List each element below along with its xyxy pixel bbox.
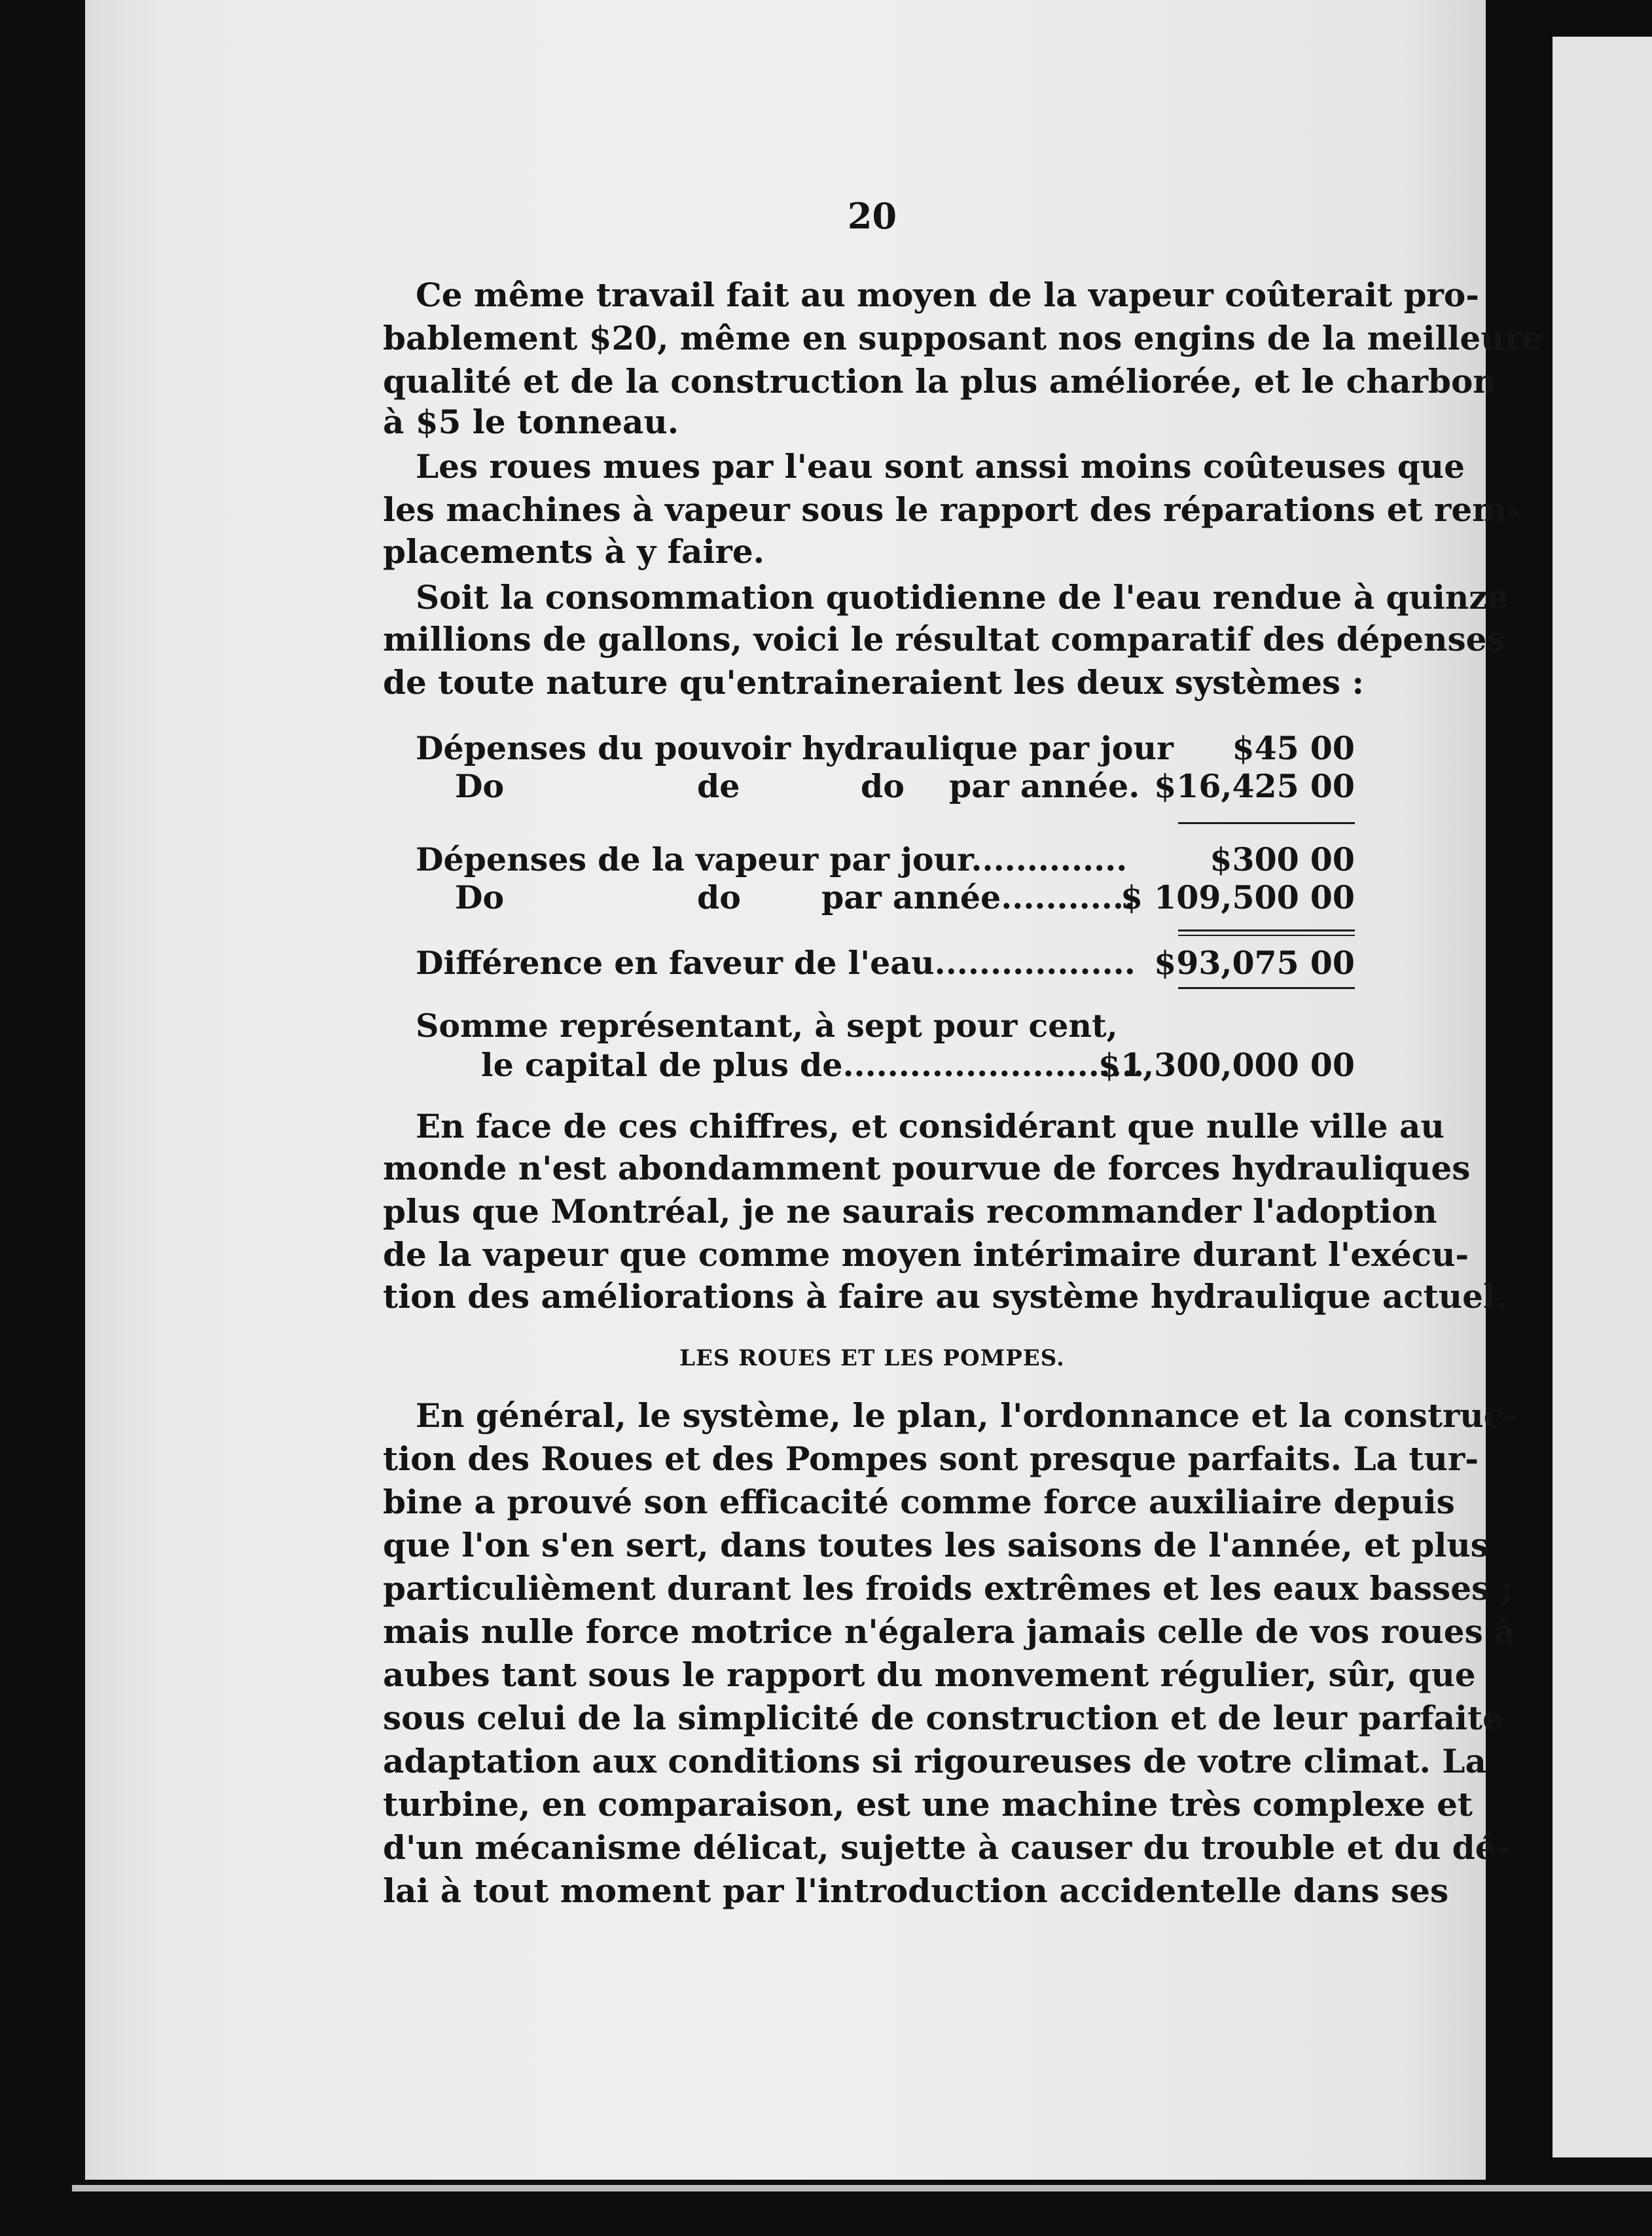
paragraph-1-line-1: Ce même travail fait au moyen de la vapeur coûterait pro-	[416, 276, 1479, 314]
section-heading: LES ROUES ET LES POMPES.	[679, 1345, 1065, 1371]
hydro-year-period: par année.	[949, 767, 1140, 805]
hydro-year-amount: $16,425 00	[1154, 767, 1355, 805]
hydro-year-de: de	[697, 767, 740, 805]
paragraph-2-line-1: Les roues mues par l'eau sont anssi moins coûteuses que	[416, 447, 1465, 486]
steam-year-do: Do	[455, 878, 505, 916]
paragraph-5-line-10: turbine, en comparaison, est une machine très complexe et	[383, 1785, 1473, 1824]
difference-amount: $93,075 00	[1154, 944, 1355, 982]
paragraph-4-line-2: monde n'est abondamment pourvue de forces hydrauliques	[383, 1149, 1471, 1187]
hydro-year-do: Do	[455, 767, 505, 805]
hydro-day-amount: $45 00	[1232, 729, 1355, 767]
paragraph-5-line-6: mais nulle force motrice n'égalera jamais celle de vos roues à	[383, 1612, 1516, 1651]
capital-label-1: Somme représentant, à sept pour cent,	[416, 1007, 1118, 1045]
paragraph-3-line-3: de toute nature qu'entraineraient les deux systèmes :	[383, 663, 1364, 702]
paragraph-5-line-12: lai à tout moment par l'introduction accidentelle dans ses	[383, 1871, 1449, 1910]
steam-year-do-2: do	[697, 878, 741, 916]
table-rule-2	[1178, 929, 1355, 931]
table-rule-1	[1178, 822, 1355, 824]
paragraph-5-line-7: aubes tant sous le rapport du monvement régulier, sûr, que	[383, 1655, 1476, 1694]
table-row-capital-1	[416, 1005, 1355, 1046]
table-row-steam-year	[416, 877, 1355, 918]
adjacent-page-edge	[1553, 37, 1652, 2157]
paragraph-3-line-1: Soit la consommation quotidienne de l'eau rendue à quinze	[416, 578, 1509, 617]
paragraph-5-line-9: adaptation aux conditions si rigoureuses de votre climat. La	[383, 1742, 1486, 1780]
paragraph-3-line-2: millions de gallons, voici le résultat comparatif des dépenses	[383, 620, 1505, 658]
page-bottom-edge	[72, 2185, 1652, 2191]
paragraph-5-line-2: tion des Roues et des Pompes sont presque parfaits. La tur-	[383, 1439, 1479, 1478]
paragraph-4-line-3: plus que Montréal, je ne saurais recommander l'adoption	[383, 1192, 1437, 1231]
table-row-capital-2	[416, 1045, 1355, 1085]
table-row-hydro-day	[416, 728, 1355, 768]
steam-year-period: par année............	[821, 878, 1135, 916]
steam-day-amount: $300 00	[1210, 840, 1355, 878]
paragraph-5-line-11: d'un mécanisme délicat, sujette à causer du trouble et du dé-	[383, 1828, 1510, 1867]
steam-day-label: Dépenses de la vapeur par jour..............	[416, 840, 1128, 878]
paragraph-4-line-4: de la vapeur que comme moyen intérimaire durant l'exécu-	[383, 1235, 1469, 1274]
paragraph-5-line-1: En général, le système, le plan, l'ordonnance et la construc-	[416, 1396, 1517, 1435]
paragraph-2-line-2: les machines à vapeur sous le rapport des réparations et rem-	[383, 490, 1520, 529]
table-rule-4	[1178, 987, 1355, 989]
paragraph-4-line-1: En face de ces chiffres, et considérant que nulle ville au	[416, 1107, 1445, 1145]
hydro-day-label: Dépenses du pouvoir hydraulique par jour	[416, 729, 1174, 767]
paragraph-2-line-3: placements à y faire.	[383, 532, 765, 571]
hydro-year-do-2: do	[861, 767, 905, 805]
difference-label: Différence en faveur de l'eau..................	[416, 944, 1136, 982]
paragraph-1-line-3: qualité et de la construction la plus améliorée, et le charbon	[383, 362, 1497, 401]
paragraph-5-line-4: que l'on s'en sert, dans toutes les saisons de l'année, et plus	[383, 1526, 1489, 1564]
page-number: 20	[847, 195, 897, 237]
table-row-hydro-year	[416, 766, 1355, 806]
table-rule-3	[1178, 935, 1355, 936]
paragraph-1-line-4: à $5 le tonneau.	[383, 403, 679, 441]
table-row-difference	[416, 943, 1355, 983]
steam-year-amount: $ 109,500 00	[1120, 878, 1355, 916]
capital-amount: $1,300,000 00	[1098, 1046, 1355, 1084]
table-row-steam-day	[416, 839, 1355, 880]
paragraph-5-line-3: bine a prouvé son efficacité comme force auxiliaire depuis	[383, 1483, 1455, 1521]
capital-label-2: le capital de plus de...........................	[481, 1046, 1145, 1084]
paragraph-1-line-2: bablement $20, même en supposant nos engins de la meilleure	[383, 319, 1543, 357]
paragraph-4-line-5: tion des améliorations à faire au système hydraulique actuel.	[383, 1277, 1507, 1316]
paragraph-5-line-5: particulièment durant les froids extrêmes et les eaux basses ;	[383, 1569, 1514, 1608]
paragraph-5-line-8: sous celui de la simplicité de construction et de leur parfaite	[383, 1699, 1503, 1737]
